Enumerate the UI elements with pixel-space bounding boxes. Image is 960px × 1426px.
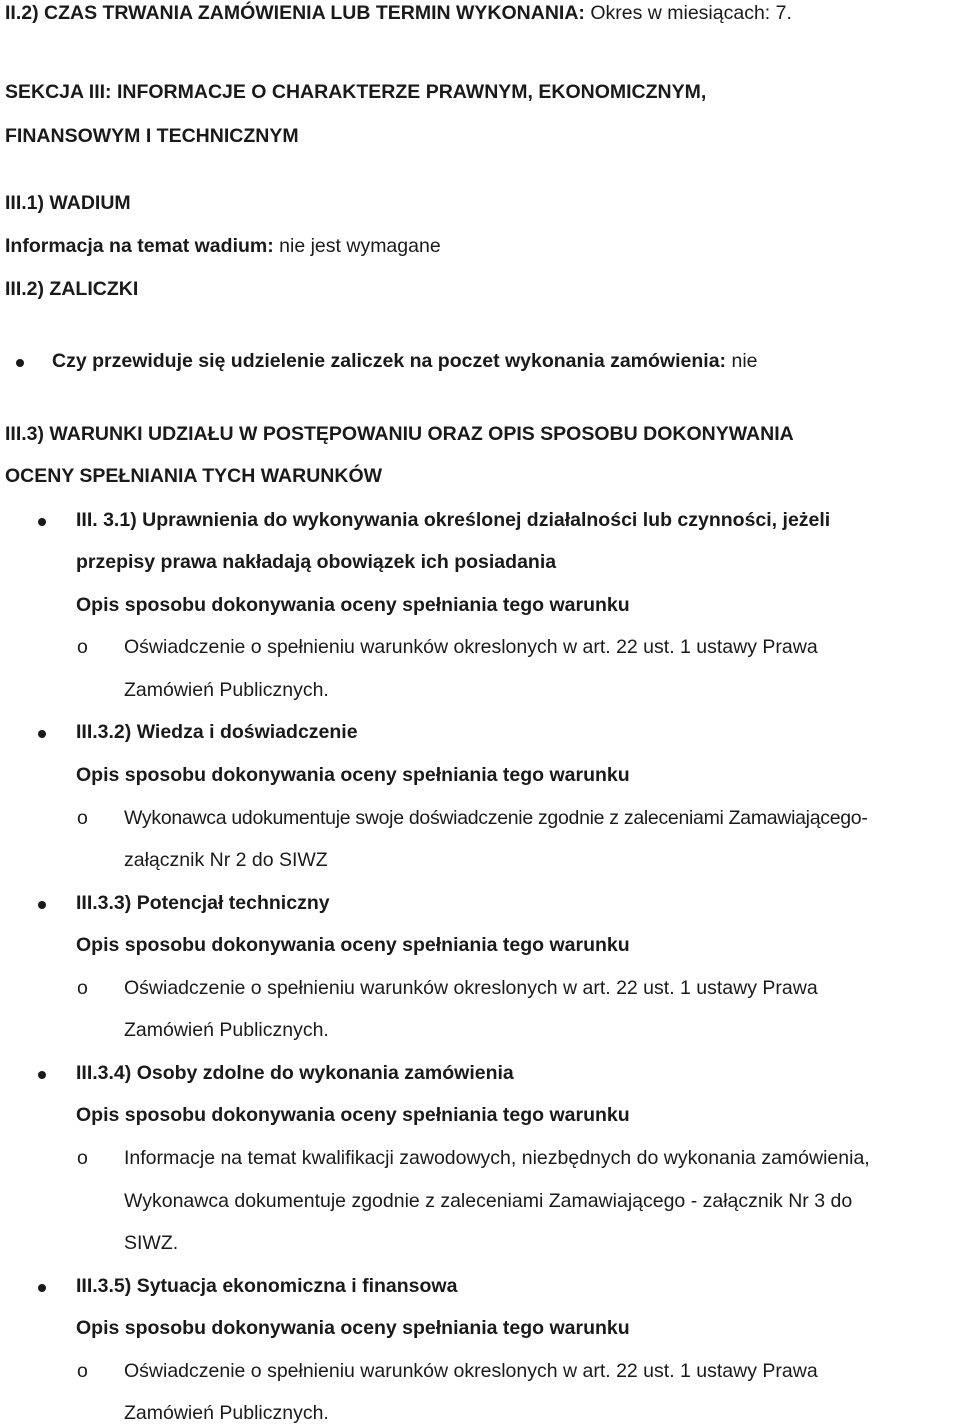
wadium-value: nie jest wymagane [279, 235, 441, 257]
item5-desc-line2: Zamówień Publicznych. [124, 1402, 329, 1424]
wadium-label: Informacja na temat wadium: [5, 235, 274, 257]
zaliczki-question: Czy przewiduje się udzielenie zaliczek na poczet wykonania zamówienia: [52, 350, 727, 372]
circle-bullet-icon: o [77, 807, 88, 829]
warunki-heading-line1: III.3) WARUNKI UDZIAŁU W POSTĘPOWANIU ORAZ OPIS SPOSOBU DOKONYWANIA [5, 423, 794, 445]
wadium-heading: III.1) WADIUM [5, 192, 131, 214]
warunki-heading-line2: OCENY SPEŁNIANIA TYCH WARUNKÓW [5, 465, 383, 487]
bullet-icon [16, 359, 24, 367]
item1-desc-line1: Oświadczenie o spełnieniu warunków okreslonych w art. 22 ust. 1 ustawy Prawa [124, 636, 818, 658]
wadium-info [5, 237, 441, 257]
item4-opis: Opis sposobu dokonywania oceny spełniania tego warunku [76, 1104, 630, 1126]
item1-title-line2: przepisy prawa nakładają obowiązek ich posiadania [76, 551, 557, 573]
item4-desc-line3: SIWZ. [124, 1232, 179, 1254]
item2-desc-line2: załącznik Nr 2 do SIWZ [124, 849, 328, 871]
item4-desc-line2: Wykonawca dokumentuje zgodnie z zaleceniami Zamawiającego - załącznik Nr 3 do [124, 1190, 853, 1212]
item1-title-line1: III. 3.1) Uprawnienia do wykonywania określonej działalności lub czynności, jeżeli [76, 509, 831, 531]
bullet-icon [38, 1284, 46, 1292]
circle-bullet-icon: o [77, 636, 88, 658]
zaliczki-answer: nie [731, 350, 758, 372]
zaliczki-question-line [52, 352, 758, 372]
item2-opis: Opis sposobu dokonywania oceny spełniania tego warunku [76, 764, 630, 786]
item2-title: III.3.2) Wiedza i doświadczenie [76, 721, 358, 743]
circle-bullet-icon: o [77, 1360, 88, 1382]
bullet-icon [38, 901, 46, 909]
bullet-icon [38, 1071, 46, 1079]
zaliczki-heading: III.2) ZALICZKI [5, 278, 139, 300]
circle-bullet-icon: o [77, 977, 88, 999]
duration-label: II.2) CZAS TRWANIA ZAMÓWIENIA LUB TERMIN WYKONANIA: [5, 2, 585, 24]
item5-title: III.3.5) Sytuacja ekonomiczna i finansowa [76, 1275, 458, 1297]
item1-opis: Opis sposobu dokonywania oceny spełniania tego warunku [76, 594, 630, 616]
item5-desc-line1: Oświadczenie o spełnieniu warunków okreslonych w art. 22 ust. 1 ustawy Prawa [124, 1360, 818, 1382]
section-title-line2: FINANSOWYM I TECHNICZNYM [5, 125, 299, 147]
item3-desc-line1: Oświadczenie o spełnieniu warunków okreslonych w art. 22 ust. 1 ustawy Prawa [124, 977, 818, 999]
section-title-line1: SEKCJA III: INFORMACJE O CHARAKTERZE PRAWNYM, EKONOMICZNYM, [5, 81, 707, 103]
duration-value: Okres w miesiącach: 7. [590, 2, 792, 24]
item4-desc-line1: Informacje na temat kwalifikacji zawodowych, niezbędnych do wykonania zamówienia, [124, 1147, 870, 1169]
item4-title: III.3.4) Osoby zdolne do wykonania zamówienia [76, 1062, 514, 1084]
item1-desc-line2: Zamówień Publicznych. [124, 679, 329, 701]
item3-title: III.3.3) Potencjał techniczny [76, 892, 330, 914]
duration-line [5, 4, 792, 24]
item2-desc-line1: Wykonawca udokumentuje swoje doświadczenie zgodnie z zaleceniami Zamawiającego- [124, 807, 868, 829]
circle-bullet-icon: o [77, 1147, 88, 1169]
item3-opis: Opis sposobu dokonywania oceny spełniania tego warunku [76, 934, 630, 956]
bullet-icon [38, 730, 46, 738]
item5-opis: Opis sposobu dokonywania oceny spełniania tego warunku [76, 1317, 630, 1339]
bullet-icon [38, 518, 46, 526]
item3-desc-line2: Zamówień Publicznych. [124, 1019, 329, 1041]
